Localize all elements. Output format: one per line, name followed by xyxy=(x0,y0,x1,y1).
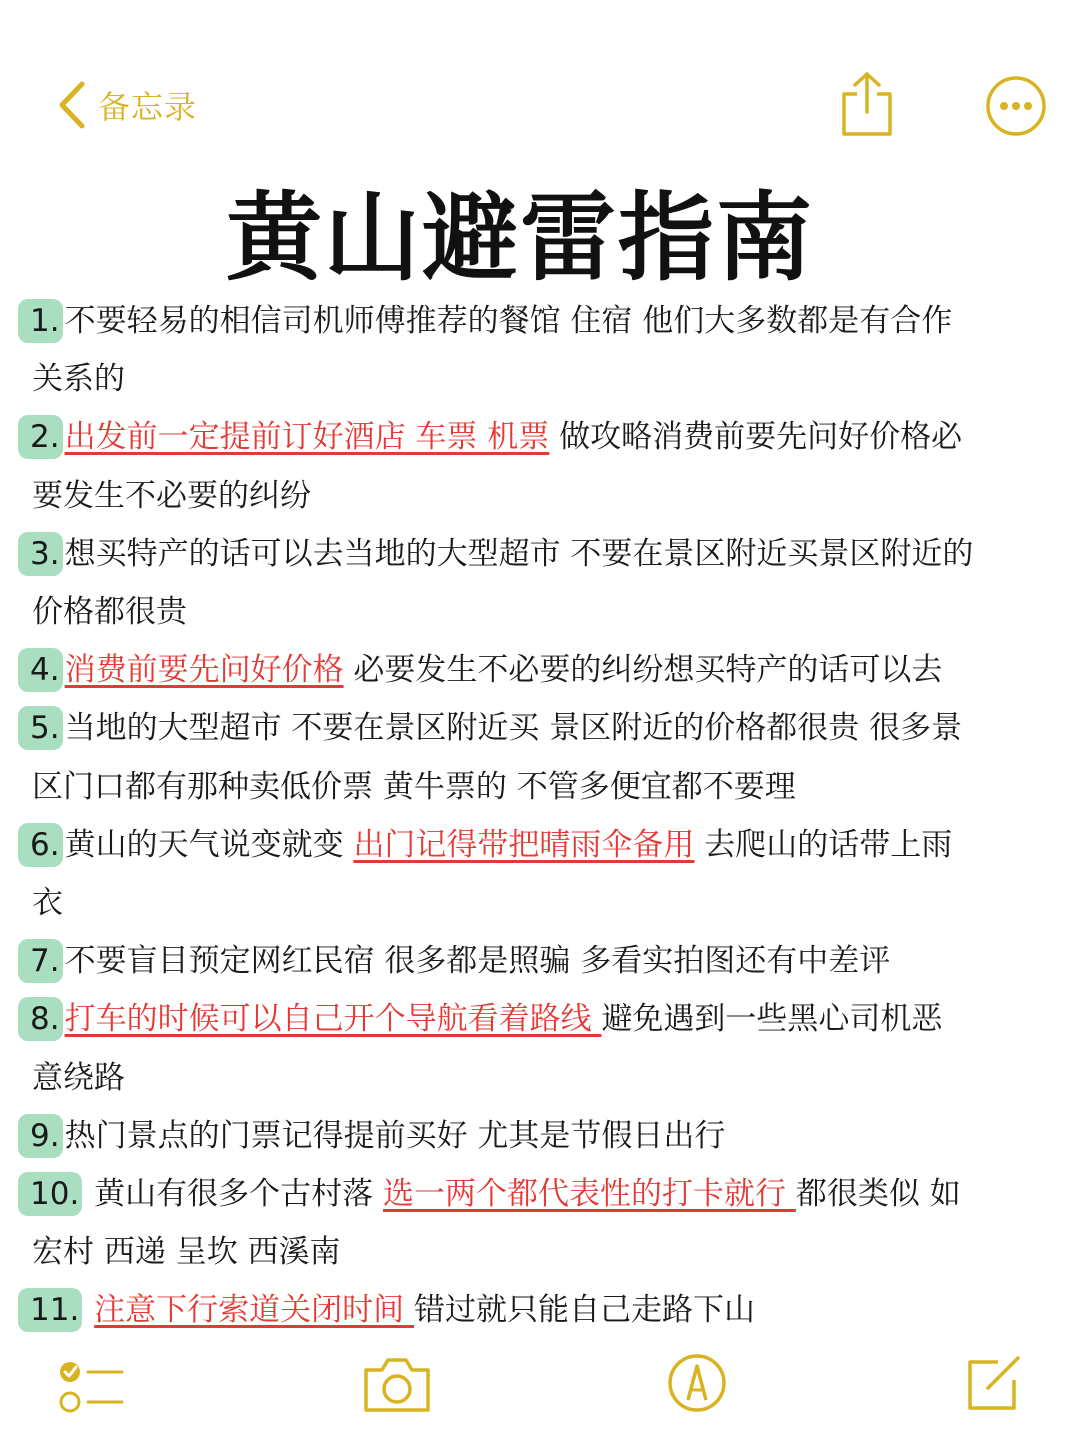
item-text: 黄山有很多个古村落 xyxy=(84,1176,384,1213)
item-number-badge: 2. xyxy=(18,415,63,459)
highlighted-text: 出门记得带把晴雨伞备用 xyxy=(353,826,695,863)
item-text: 想买特产的话可以去当地的大型超市 不要在景区附近买景区附近的 xyxy=(64,535,974,572)
highlighted-text: 选一两个都代表性的打卡就行 xyxy=(383,1176,796,1213)
item-number-badge: 7. xyxy=(18,939,63,983)
highlighted-text: 出发前一定提前订好酒店 车票 机票 xyxy=(64,419,550,456)
checklist-icon[interactable] xyxy=(58,1356,126,1420)
item-text: 必要发生不必要的纠纷想买特产的话可以去 xyxy=(343,652,943,689)
note-title: 黄山避雷指南 xyxy=(226,182,814,294)
item-text: 错过就只能自己走路下山 xyxy=(414,1292,756,1329)
item-number-badge: 3. xyxy=(18,532,63,576)
item-continuation: 衣 xyxy=(32,885,63,922)
note-item xyxy=(18,699,1076,757)
item-continuation: 要发生不必要的纠纷 xyxy=(32,477,311,514)
note-item xyxy=(18,641,1076,699)
item-text: 黄山的天气说变就变 xyxy=(64,826,354,863)
note-item xyxy=(18,1281,1076,1339)
navigation-bar xyxy=(0,0,1080,150)
highlighted-text: 打车的时候可以自己开个导航看着路线 xyxy=(64,1001,602,1038)
note-item xyxy=(18,990,1076,1048)
item-number-badge: 4. xyxy=(18,648,63,692)
item-text xyxy=(84,1292,94,1328)
markup-pen-icon[interactable] xyxy=(666,1352,728,1414)
item-number-badge: 9. xyxy=(18,1114,63,1158)
item-text: 都很类似 如 xyxy=(795,1176,961,1213)
item-number-badge: 1. xyxy=(18,299,63,343)
item-text: 做攻略消费前要先问好价格必 xyxy=(549,419,963,456)
back-button[interactable] xyxy=(52,78,197,132)
item-continuation: 区门口都有那种卖低价票 黄牛票的 不管多便宜都不要理 xyxy=(32,768,796,805)
bottom-toolbar xyxy=(0,1350,1080,1440)
highlighted-text: 注意下行索道关闭时间 xyxy=(94,1292,415,1329)
item-text: 当地的大型超市 不要在景区附近买 景区附近的价格都很贵 很多景 xyxy=(64,710,963,747)
highlighted-text: 消费前要先问好价格 xyxy=(64,652,344,689)
item-continuation: 关系的 xyxy=(32,361,125,398)
share-icon[interactable] xyxy=(838,70,896,138)
item-text: 热门景点的门票记得提前买好 尤其是节假日出行 xyxy=(64,1117,726,1154)
item-text: 不要盲目预定网红民宿 很多都是照骗 多看实拍图还有中差评 xyxy=(64,943,891,980)
item-continuation: 价格都很贵 xyxy=(32,594,187,631)
back-label: 备忘录 xyxy=(98,88,198,126)
item-text: 不要轻易的相信司机师傅推荐的餐馆 住宿 他们大多数都是有合作 xyxy=(64,303,953,339)
chevron-left-icon xyxy=(52,78,92,132)
note-item xyxy=(18,816,1076,874)
note-item xyxy=(18,1107,1076,1165)
item-continuation: 宏村 西递 呈坎 西溪南 xyxy=(32,1234,341,1271)
note-body[interactable] xyxy=(18,292,1076,1340)
camera-icon[interactable] xyxy=(360,1354,434,1416)
item-text: 去爬山的话带上雨 xyxy=(694,826,953,863)
item-number-badge: 5. xyxy=(18,706,63,750)
note-item xyxy=(18,1165,1076,1223)
item-number-badge: 10. xyxy=(18,1172,82,1216)
note-item xyxy=(18,408,1076,466)
item-number-badge: 6. xyxy=(18,823,63,867)
note-item xyxy=(18,932,1076,990)
item-number-badge: 8. xyxy=(18,997,63,1041)
compose-icon[interactable] xyxy=(962,1350,1026,1414)
note-item xyxy=(18,525,1076,583)
item-text: 避免遇到一些黑心司机恶 xyxy=(601,1001,943,1038)
more-icon[interactable] xyxy=(984,74,1048,138)
item-continuation: 意绕路 xyxy=(32,1059,125,1096)
note-item xyxy=(18,292,1076,350)
item-number-badge: 11. xyxy=(18,1288,82,1332)
